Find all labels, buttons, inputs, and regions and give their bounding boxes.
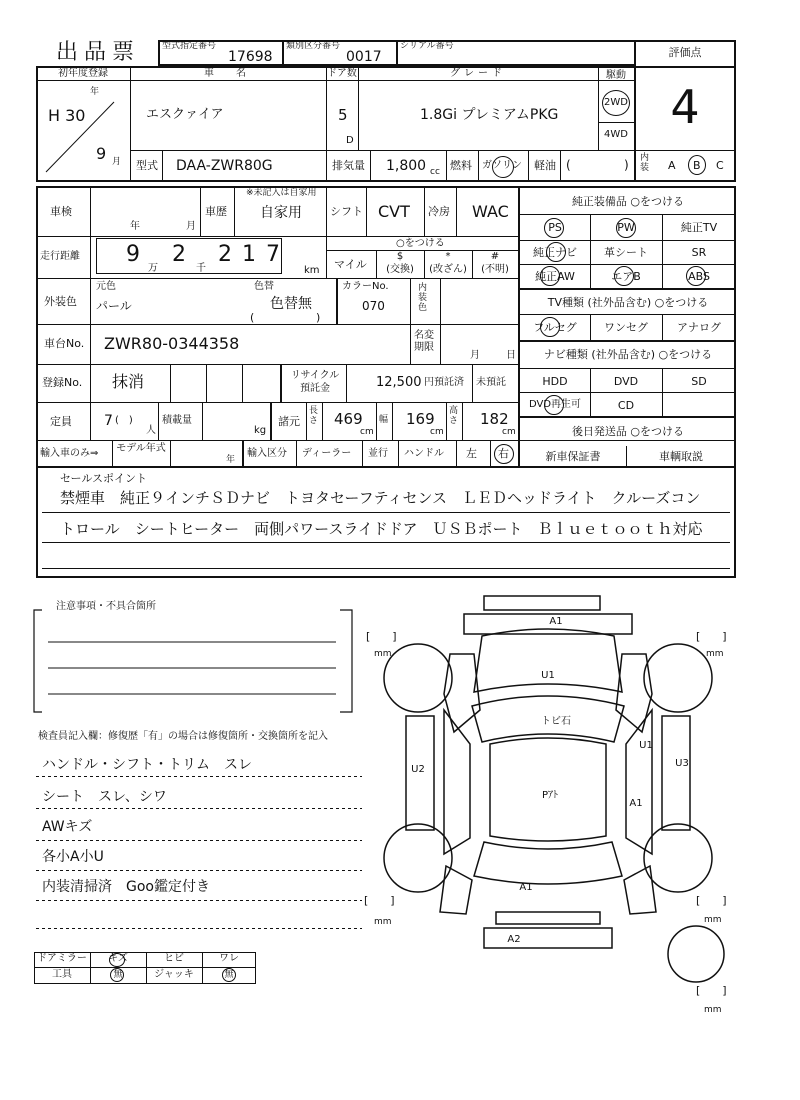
color-no-label: カラーNo. <box>342 281 389 292</box>
tv-analog: アナログ <box>677 321 721 334</box>
recycle-unpaid: 未預託 <box>476 377 506 388</box>
bracket-spare: [ ] <box>696 984 727 997</box>
mark-right-front-door: U1 <box>639 740 653 751</box>
fuel-paren-close: ) <box>624 158 629 172</box>
ruibetsu-label: 類別区分番号 <box>286 41 341 51</box>
mileage-sen: 千 <box>196 263 206 274</box>
handle-left: 左 <box>466 447 477 460</box>
tv-fullseg: フルセグ <box>533 321 577 334</box>
bracket-right-front: [ ] <box>696 630 727 643</box>
equip-leather: 革シート <box>604 246 648 259</box>
first-reg-era: H 30 <box>48 106 86 125</box>
legend-tools-value: 無 <box>113 970 123 980</box>
ruibetsu-value: 0017 <box>346 49 382 65</box>
shaken-year: 年 <box>130 221 140 232</box>
later-warranty: 新車保証書 <box>545 450 601 463</box>
import-dealer: ディーラー <box>302 448 352 459</box>
equip-abs-circle <box>686 266 706 286</box>
equip-tv: 純正TV <box>680 221 718 234</box>
height-label: 高さ <box>449 406 459 427</box>
interior-c: C <box>716 159 724 172</box>
note-line-4: 各小A小U <box>42 849 104 865</box>
handle-right-circle <box>494 444 514 464</box>
model-value: DAA-ZWR80G <box>176 158 273 174</box>
drive-label: 駆動 <box>606 70 626 81</box>
reg-no-value: 抹消 <box>112 372 145 391</box>
mileage-digit-1: 9 <box>126 242 140 267</box>
fuel-label: 燃料 <box>450 159 472 172</box>
legend-scratch-circle <box>109 953 125 967</box>
equip-navi: 純正ナビ <box>533 246 577 259</box>
exchange-sym: $ <box>396 251 404 262</box>
bracket-left-rear: [ ] <box>364 894 395 907</box>
first-reg-month: 9 <box>96 144 107 163</box>
ac-label: 冷房 <box>428 205 450 218</box>
interior-label: 内装 <box>640 153 650 173</box>
legend-break: ワレ <box>219 953 239 964</box>
form-title: 出品票 <box>56 40 141 65</box>
history-label: 車歴 <box>205 205 227 218</box>
reg-no-label: 登録No. <box>42 376 83 389</box>
car-name: エスクァイア <box>146 107 224 122</box>
grade-label: グレード <box>450 68 506 79</box>
capacity-paren: ( ) <box>115 415 133 426</box>
legend-tools: 工具 <box>52 969 72 980</box>
mark-roof: Pｱﾄ <box>541 790 559 801</box>
note-line-5: 内装清掃済 Goo鑑定付き <box>42 879 210 895</box>
import-parallel: 並行 <box>368 448 388 459</box>
interior-b: B <box>693 159 701 172</box>
import-type-label: 輸入区分 <box>247 448 287 459</box>
shaken-month: 月 <box>186 221 196 232</box>
import-label: 輸入車のみ⇒ <box>40 448 99 459</box>
interior-a: A <box>668 159 676 172</box>
width-label: 幅 <box>379 415 389 425</box>
bracket-left-front: [ ] <box>366 630 397 643</box>
length-unit: cm <box>360 427 374 437</box>
equip-abs: ABS <box>688 270 710 283</box>
mark-rear-bumper: A2 <box>507 934 521 945</box>
katashiki-value: 17698 <box>228 49 273 65</box>
navi-dvd-play-circle <box>544 395 564 415</box>
equip-aw-circle <box>540 266 560 286</box>
mileage-digit-3: 2 <box>218 242 232 267</box>
month-unit: 月 <box>112 157 122 167</box>
tv-title: TV種類 (社外品含む) ○をつける <box>547 296 709 309</box>
sales-line-2: トロール シートヒーター 両側パワースライドドア ＵＳＢポート Ｂｌｕｅｔｏｏｔｈ対応 <box>60 520 703 538</box>
width-unit: cm <box>430 427 444 437</box>
tamper-sym: * <box>445 251 451 262</box>
recycle-label: リサイクル預託金 <box>290 370 340 394</box>
car-name-label: 車 名 <box>204 68 252 79</box>
later-title: 後日発送品 ○をつける <box>571 425 685 438</box>
load-label: 積載量 <box>162 415 192 426</box>
handle-right: 右 <box>498 447 509 460</box>
chassis-label: 車台No. <box>44 337 85 350</box>
mark-label: ○をつける <box>396 238 445 249</box>
mark-hood: U1 <box>541 670 555 681</box>
width-value: 169 <box>406 410 435 428</box>
chassis-value: ZWR80-0344358 <box>104 334 240 353</box>
equip-airbag-circle <box>614 266 634 286</box>
meigi-month: 月 <box>470 350 480 361</box>
repaint-paren-open: ( <box>250 311 255 324</box>
capacity-unit: 人 <box>146 425 156 436</box>
mm-spare: mm <box>704 1005 722 1015</box>
dims-label: 諸元 <box>278 415 300 428</box>
car-damage-diagram <box>360 592 740 1022</box>
mileage-label: 走行距離 <box>40 251 80 262</box>
legend-jack: ジャッキ <box>154 969 194 980</box>
repaint-label: 色替 <box>254 281 274 292</box>
note-line-1: ハンドル・シフト・トリム スレ <box>42 757 252 773</box>
length-value: 469 <box>334 410 363 428</box>
mileage-digit-2: 2 <box>172 242 186 267</box>
mm-left-rear: mm <box>374 917 392 927</box>
tamper-label: (改ざん) <box>429 264 467 275</box>
doors-type: D <box>346 135 354 146</box>
sales-line-1: 禁煙車 純正９インチＳＤナビ トヨタセーフティセンス ＬＥＤヘッドライト クルーズコン <box>60 489 701 507</box>
equip-airbag: エアB <box>611 270 641 283</box>
mark-rear-window: A1 <box>519 882 533 893</box>
year-unit: 年 <box>90 87 100 97</box>
equip-sr: SR <box>691 246 707 259</box>
legend-jack-circle <box>222 968 236 982</box>
legend-tools-circle <box>110 968 124 982</box>
mm-left-front: mm <box>374 649 392 659</box>
mileage-digit-5: 7 <box>266 242 280 267</box>
sales-label: セールスポイント <box>60 472 148 485</box>
tv-fullseg-circle <box>540 317 560 337</box>
displacement-label: 排気量 <box>332 159 365 172</box>
repaint-value: 色替無 <box>270 296 312 312</box>
model-year-unit: 年 <box>226 455 236 465</box>
mile-label: マイル <box>334 258 367 271</box>
fuel-gasoline-circle <box>492 156 514 178</box>
equip-ps-circle <box>544 218 564 238</box>
caution-box <box>30 606 360 718</box>
legend-scratch: キズ <box>108 953 128 964</box>
tv-oneseg: ワンセグ <box>604 321 648 334</box>
recycle-value: 12,500 <box>376 375 422 390</box>
score-value: 4 <box>670 80 700 134</box>
interior-color-label: 内装色 <box>418 283 428 313</box>
legend-jack-value: 無 <box>224 970 234 980</box>
equipment-title: 純正装備品 ○をつける <box>571 195 685 208</box>
caution-label: 注意事項・不具合箇所 <box>56 601 156 612</box>
displacement-value: 1,800 <box>386 158 427 174</box>
doors-label: ドア数 <box>327 68 357 79</box>
meigi-day: 日 <box>506 350 516 361</box>
drive-4wd: 4WD <box>604 129 628 140</box>
height-value: 182 <box>480 410 509 428</box>
drive-2wd-circle <box>602 90 630 116</box>
mark-front-bumper: A1 <box>549 616 563 627</box>
mm-right-rear: mm <box>704 915 722 925</box>
history-note: ※未記入は自家用 <box>246 188 317 198</box>
history-value: 自家用 <box>260 205 302 221</box>
navi-dvd-play: DVD再生可 <box>528 399 582 410</box>
equip-pw-circle <box>616 218 636 238</box>
navi-dvd: DVD <box>613 375 639 388</box>
meigi-label: 名変期限 <box>414 330 434 353</box>
model-year-label: モデル年式 <box>116 443 166 454</box>
legend-crack: ヒビ <box>164 953 184 964</box>
mileage-man: 万 <box>148 263 158 274</box>
navi-title: ナビ種類 (社外品含む) ○をつける <box>543 348 713 361</box>
unknown-label: (不明) <box>481 264 509 275</box>
score-label: 評価点 <box>668 46 702 59</box>
orig-color-label: 元色 <box>96 281 116 292</box>
serial-label: シリアル番号 <box>400 41 454 51</box>
recycle-paid: 円預託済 <box>424 377 464 388</box>
unknown-sym: # <box>490 251 500 262</box>
bracket-right-rear: [ ] <box>696 894 727 907</box>
equip-ps: PS <box>548 221 562 234</box>
navi-cd: CD <box>617 399 635 412</box>
mileage-km: km <box>304 265 320 276</box>
note-line-2: シート スレ、シワ <box>42 789 167 805</box>
shaken-label: 車検 <box>50 205 72 218</box>
shift-value: CVT <box>378 202 410 221</box>
mileage-digit-4: 1 <box>242 242 256 267</box>
load-unit: kg <box>254 425 267 436</box>
mark-right-side: U3 <box>675 758 689 769</box>
drive-2wd: 2WD <box>604 97 628 108</box>
shift-label: シフト <box>330 205 363 218</box>
mark-windshield: トビ石 <box>541 716 571 727</box>
exchange-label: (交換) <box>386 264 414 275</box>
grade-value: 1.8Gi プレミアムPKG <box>420 107 559 123</box>
orig-color-value: パール <box>96 299 132 313</box>
doors-value: 5 <box>338 106 348 124</box>
repaint-paren-close: ) <box>316 311 321 324</box>
navi-hdd: HDD <box>542 375 568 388</box>
note-line-3: AWキズ <box>42 819 93 835</box>
mm-right-front: mm <box>706 649 724 659</box>
legend-mirror: ドアミラー <box>37 953 87 964</box>
navi-sd: SD <box>691 375 707 388</box>
color-label: 外装色 <box>44 295 77 308</box>
first-reg-label: 初年度登録 <box>58 68 108 79</box>
capacity-value: 7 <box>104 413 113 429</box>
mark-left-side: U2 <box>411 764 425 775</box>
handle-label: ハンドル <box>404 448 444 459</box>
mark-right-rear-door: A1 <box>629 798 643 809</box>
equip-pw: PW <box>617 221 635 234</box>
model-label: 型式 <box>136 159 158 172</box>
equip-aw: 純正AW <box>535 270 575 283</box>
fuel-paren-open: ( <box>566 158 571 172</box>
equip-navi-circle <box>546 242 566 262</box>
color-no-value: 070 <box>362 299 385 313</box>
fuel-gasoline: ガソリン <box>482 160 522 171</box>
fuel-diesel: 軽油 <box>534 159 556 172</box>
later-manual: 車輌取説 <box>659 450 703 463</box>
length-label: 長さ <box>309 406 319 427</box>
capacity-label: 定員 <box>50 415 72 428</box>
displacement-unit: cc <box>430 167 440 177</box>
ac-value: WAC <box>472 202 509 221</box>
interior-b-circle <box>688 155 706 175</box>
katashiki-label: 型式指定番号 <box>162 41 217 51</box>
inspector-label: 検査員記入欄：修復歴「有」の場合は修復箇所・交換箇所を記入 <box>38 731 328 742</box>
height-unit: cm <box>502 427 516 437</box>
